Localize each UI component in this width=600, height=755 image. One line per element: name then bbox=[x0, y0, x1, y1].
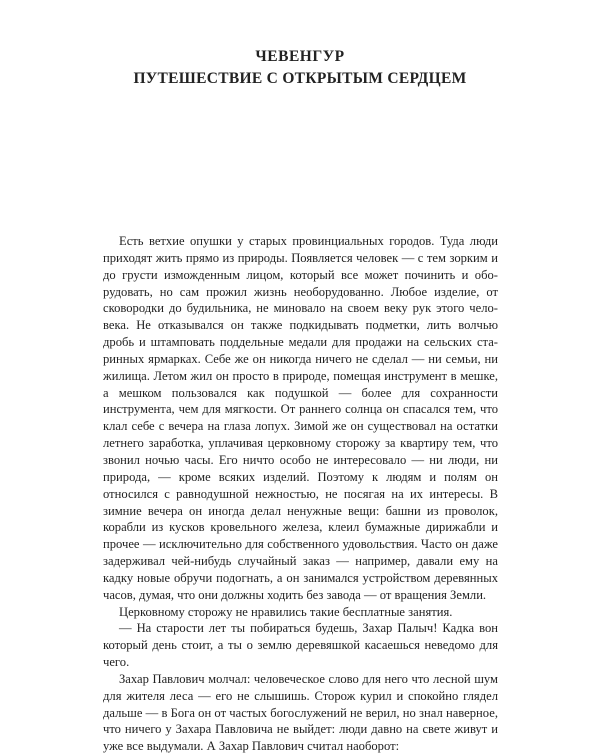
paragraph: — На старости лет ты побираться будешь, Захар Палыч! Кадка вон который день стоит, а ты о землю деревяшкой касаешься неведомо для чего. bbox=[103, 621, 498, 670]
book-subtitle: ПУТЕШЕСТВИЕ С ОТКРЫТЫМ СЕРДЦЕМ bbox=[133, 70, 467, 87]
body-text bbox=[103, 233, 498, 755]
paragraph: Церковному сторожу не нравились такие бесплатные занятия. bbox=[119, 604, 453, 619]
book-title: ЧЕВЕНГУР bbox=[255, 48, 345, 65]
paragraph: Захар Павлович молчал: человеческое слово для него что лесной шум для жителя леса — его не слышишь. Сторож курил и спокойно глядел дальше — в Бога он от частых богослужений не верил, но знал наверное, что ничего у Захара Павловича не выйдет: люди давно на свете живут и уже все выдумали. А Захар Павлович считал наоборот: bbox=[103, 671, 498, 754]
paragraph: Есть ветхие опушки у старых провинциальных городов. Туда люди приходят жить прямо из природы. Появляется человек — с тем зорким и до грусти изможденным лицом, который все может починить и оборудовать, но сам прожил жизнь необорудованно. Любое изделие, от сковородки до будильника, не миновало на своем веку рук этого человека. Не отказывался он также подкидывать подметки, лить волчью дробь и штамповать поддельные медали для продажи на сельских старинных ярмарках. Себе же он никогда ничего не сделал — ни семьи, ни жилища. Летом жил он просто в природе, помещая инструмент в мешке, а мешком пользовался как подушкой — более для сохранности инструмента, чем для мягкости. От раннего солнца он спасался тем, что клал себе с вечера на глаза лопух. Зимой же он существовал на остатки летнего заработка, уплачивая церковному сторожу за квартиру тем, что звонил ночью часы. Его ничто особо не интересовало — ни люди, ни природа, — кроме всяких изделий. Поэтому к людям и полям он относился с равнодушной нежностью, не посягая на их интересы. В зимние вечера он иногда делал ненужные вещи: башни из проволок, корабли из кусков кровельного железа, клеил бумажные дирижабли и прочее — исключительно для собственного удовольствия. Часто он даже задерживал чей-нибудь случайный заказ — например, давали ему на кадку новые обручи подогнать, а он занимался устройством деревянных часов, думая, что они должны ходить без завода — от вращения Земли. bbox=[103, 234, 498, 602]
